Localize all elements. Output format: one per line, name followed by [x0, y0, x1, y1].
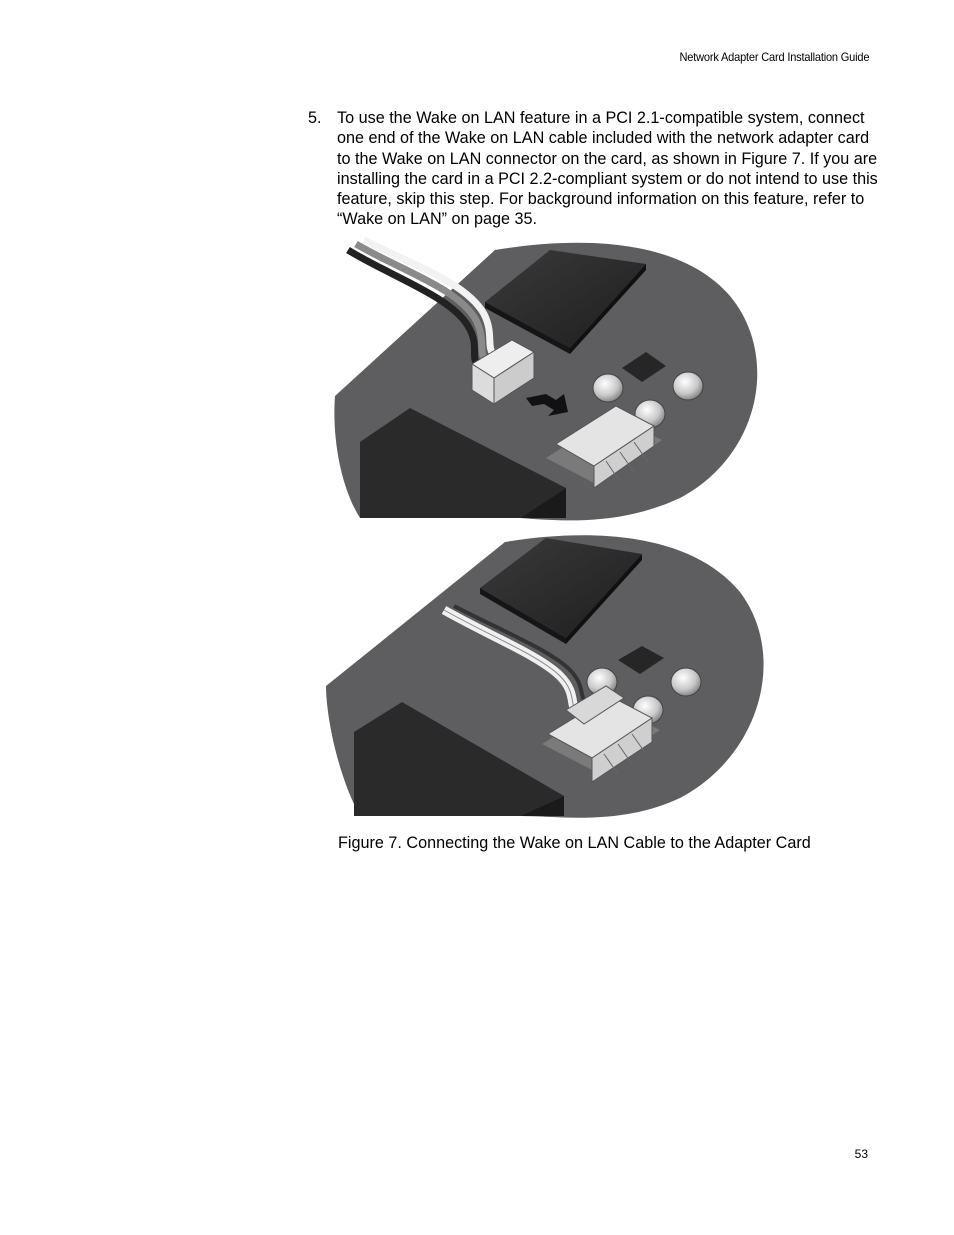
- figure-illustration: [320, 236, 770, 831]
- panel-before: [334, 240, 757, 520]
- running-header: Network Adapter Card Installation Guide: [679, 50, 869, 64]
- step-text: To use the Wake on LAN feature in a PCI 2.1-compatible system, connect one end of the Wake on LAN cable included with the network adapter card to the Wake on LAN connector on the card, as shown in Figure 7. If you are installing the card in a PCI 2.2-compliant system or do not intend to use this feature, skip this step. For background information on this feature, refer to “Wake on LAN” on page 35.: [337, 109, 878, 229]
- panel-after: [326, 535, 764, 817]
- page-number: 53: [854, 1147, 868, 1161]
- instruction-step: [308, 108, 880, 230]
- figure-caption: Figure 7. Connecting the Wake on LAN Cable to the Adapter Card: [338, 834, 811, 852]
- step-number: 5.: [308, 109, 322, 127]
